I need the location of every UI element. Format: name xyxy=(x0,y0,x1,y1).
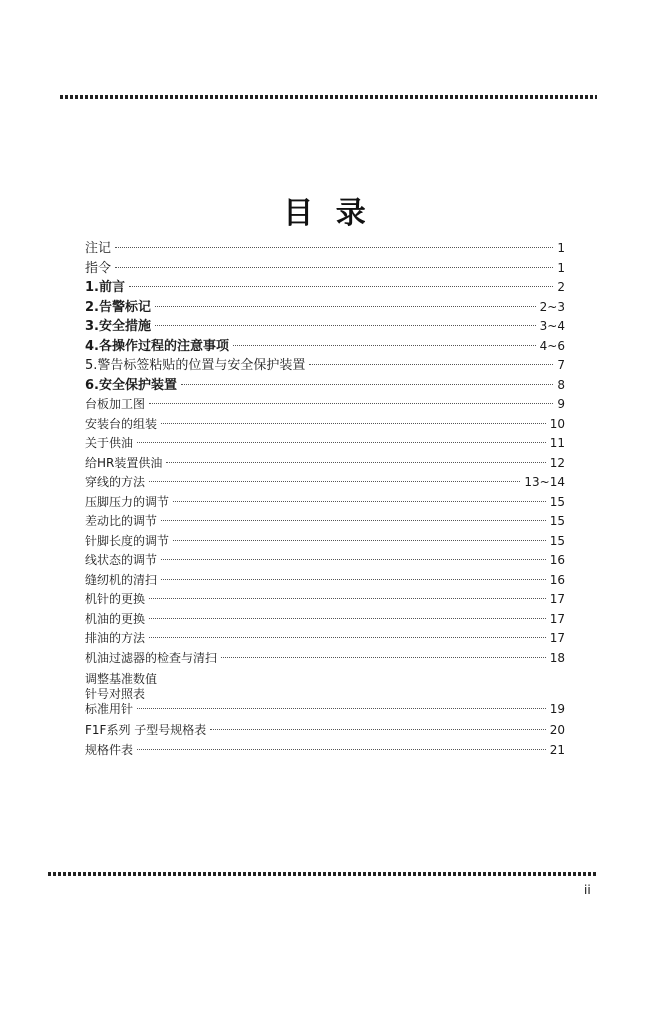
toc-entry-page: 7 xyxy=(557,358,565,372)
toc-leader-dots xyxy=(155,325,536,326)
toc-entry[interactable] xyxy=(85,356,565,376)
toc-leader-dots xyxy=(149,598,546,599)
toc-leader-dots xyxy=(173,540,546,541)
toc-entry[interactable] xyxy=(85,721,565,741)
toc-leader-dots xyxy=(161,579,546,580)
toc-entry[interactable] xyxy=(85,702,565,717)
toc-leader-dots xyxy=(210,729,545,730)
toc-leader-dots xyxy=(173,501,546,502)
toc-entry-page: 2 xyxy=(557,280,565,294)
page-number: ii xyxy=(584,883,591,897)
toc-entry[interactable] xyxy=(85,376,565,396)
toc-leader-dots xyxy=(221,657,546,658)
toc-leader-dots xyxy=(161,520,546,521)
toc-entry-label: 安装台的组装 xyxy=(85,416,158,431)
toc-entry[interactable] xyxy=(85,454,565,474)
toc-leader-dots xyxy=(161,423,546,424)
toc-entry-label: 台板加工图 xyxy=(85,397,146,411)
toc-entry[interactable] xyxy=(85,629,565,649)
toc-entry[interactable] xyxy=(85,395,565,415)
toc-entry-page: 13~14 xyxy=(524,475,565,489)
toc-leader-dots xyxy=(137,708,546,709)
toc-entry[interactable] xyxy=(85,610,565,630)
toc-entry-label: F1F系列 子型号规格表 xyxy=(85,723,207,737)
toc-leader-dots xyxy=(233,345,536,346)
toc-entry-page: 1 xyxy=(557,260,565,275)
toc-entry-page: 3~4 xyxy=(539,319,565,333)
toc-entry[interactable] xyxy=(85,571,565,591)
toc-entry-page: 17 xyxy=(549,631,565,645)
toc-entry-page: 16 xyxy=(549,572,565,587)
toc-entry[interactable] xyxy=(85,741,565,761)
toc-entry-page: 4~6 xyxy=(539,338,565,353)
toc-entry[interactable] xyxy=(85,317,565,337)
toc-entry-page: 12 xyxy=(549,455,565,470)
toc-entry-label: 6.安全保护装置 xyxy=(85,377,177,393)
toc-leader-dots xyxy=(137,749,546,750)
page-title: 目 录 xyxy=(283,196,372,231)
toc-entry-page: 8 xyxy=(557,377,565,392)
toc-entry-page: 18 xyxy=(549,650,565,665)
toc-entry-page: 15 xyxy=(549,533,565,548)
toc-entry[interactable] xyxy=(85,434,565,454)
toc-entry-page: 21 xyxy=(549,742,565,757)
toc-entry[interactable] xyxy=(85,278,565,298)
toc-leader-dots xyxy=(149,618,546,619)
toc-entry-label: 3.安全措施 xyxy=(85,319,151,334)
toc-leader-dots xyxy=(149,481,520,482)
toc-leader-dots xyxy=(181,384,553,385)
toc-entry[interactable] xyxy=(85,415,565,435)
toc-entry-page: 15 xyxy=(549,494,565,509)
toc-leader-dots xyxy=(166,462,545,463)
toc-entry-label: 排油的方法 xyxy=(85,631,146,645)
toc-leader-dots xyxy=(115,247,553,248)
toc-entry-label: 机油过滤器的检查与清扫 xyxy=(85,650,218,665)
toc-entry[interactable] xyxy=(85,649,565,669)
toc-entry[interactable] xyxy=(85,493,565,513)
toc-entry-label: 指令 xyxy=(85,260,112,276)
toc-entry-label: 压脚压力的调节 xyxy=(85,494,170,509)
toc-leader-dots xyxy=(161,559,546,560)
toc-entry-page: 16 xyxy=(549,553,565,567)
toc-entry-label: 针号对照表 xyxy=(85,687,146,701)
toc-entry-label: 针脚长度的调节 xyxy=(85,533,170,548)
toc-leader-dots xyxy=(115,267,553,268)
toc-leader-dots xyxy=(149,403,553,404)
toc-entry[interactable] xyxy=(85,590,565,610)
toc-entry[interactable] xyxy=(85,239,565,259)
toc-entry[interactable] xyxy=(85,298,565,318)
toc-entry-label: 机油的更换 xyxy=(85,611,146,626)
top-dashed-rule xyxy=(60,95,597,99)
toc-entry-label: 给HR装置供油 xyxy=(85,455,163,470)
toc-entry-label: 机针的更换 xyxy=(85,592,146,606)
toc-leader-dots xyxy=(155,306,536,307)
toc-entry-label: 差动比的调节 xyxy=(85,514,158,528)
toc-entry[interactable] xyxy=(85,532,565,552)
toc-leader-dots xyxy=(137,442,546,443)
toc-entry-page: 2~3 xyxy=(539,299,565,314)
toc-stacked-line xyxy=(85,687,565,702)
table-of-contents xyxy=(85,239,565,760)
toc-entry-page: 9 xyxy=(557,397,565,411)
toc-entry-page: 11 xyxy=(549,436,565,450)
toc-entry-page: 17 xyxy=(549,592,565,606)
toc-entry-label: 穿线的方法 xyxy=(85,475,146,489)
toc-entry-label: 规格件表 xyxy=(85,742,134,757)
toc-leader-dots xyxy=(309,364,553,365)
toc-entry-page: 15 xyxy=(549,514,565,528)
toc-entry-label: 标准用针 xyxy=(85,702,134,716)
toc-entry-label: 2.告警标记 xyxy=(85,299,151,315)
toc-leader-dots xyxy=(149,637,546,638)
toc-entry[interactable] xyxy=(85,512,565,532)
toc-entry-label: 5.警告标签粘贴的位置与安全保护装置 xyxy=(85,358,306,373)
toc-entry-page: 19 xyxy=(549,702,565,716)
toc-stacked-line xyxy=(85,672,565,687)
toc-entry-page: 10 xyxy=(549,416,565,431)
toc-leader-dots xyxy=(129,286,553,287)
toc-entry-label: 调整基准数值 xyxy=(85,672,158,686)
bottom-dashed-rule xyxy=(48,872,597,876)
toc-entry[interactable] xyxy=(85,473,565,493)
toc-entry[interactable] xyxy=(85,337,565,357)
toc-entry-label: 注记 xyxy=(85,241,112,256)
toc-entry[interactable] xyxy=(85,259,565,279)
toc-entry-label: 1.前言 xyxy=(85,280,125,295)
toc-entry-page: 1 xyxy=(557,241,565,255)
toc-entry[interactable] xyxy=(85,551,565,571)
toc-entry-page: 20 xyxy=(549,723,565,737)
toc-entry-label: 关于供油 xyxy=(85,436,134,450)
toc-entry-page: 17 xyxy=(549,611,565,626)
toc-entry-label: 线状态的调节 xyxy=(85,553,158,567)
toc-entry-label: 4.各操作过程的注意事项 xyxy=(85,338,229,354)
toc-entry-label: 缝纫机的清扫 xyxy=(85,572,158,587)
